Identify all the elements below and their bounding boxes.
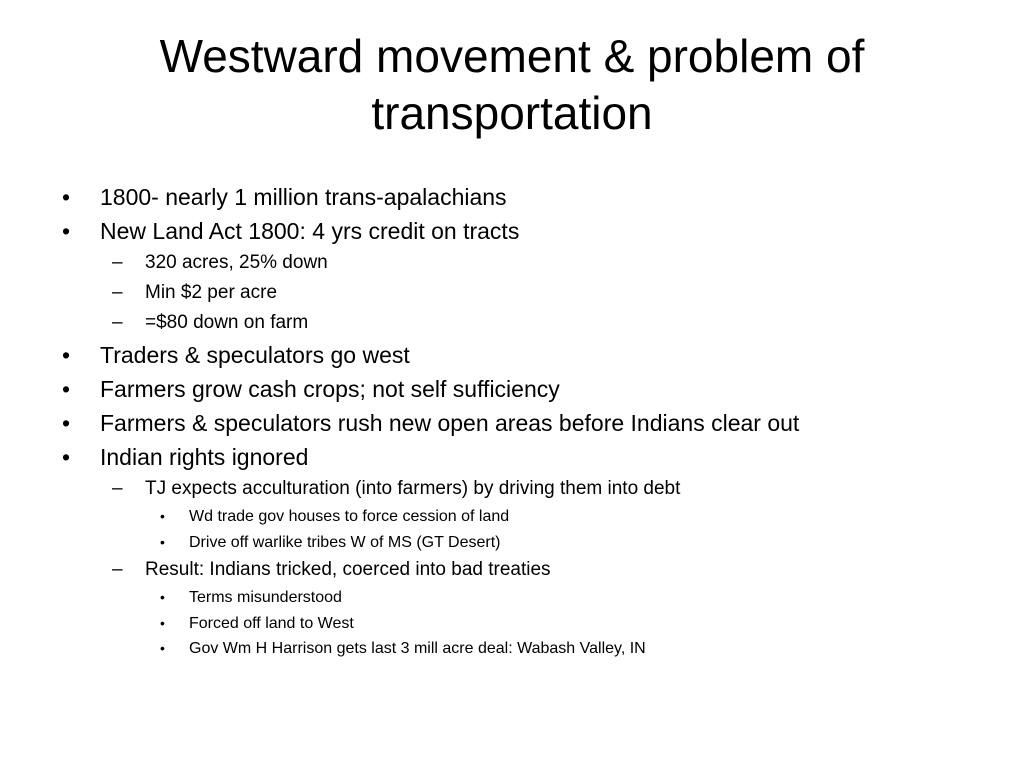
bullet-text: New Land Act 1800: 4 yrs credit on tracts bbox=[100, 218, 520, 244]
bullet-text: Indian rights ignored bbox=[100, 444, 309, 470]
dash-icon: – bbox=[112, 282, 123, 303]
sub-sub-bullet-item bbox=[62, 636, 962, 662]
sub-bullet-text: Min $2 per acre bbox=[145, 282, 278, 303]
sub-bullet-item bbox=[62, 555, 962, 585]
bullet-item bbox=[62, 214, 962, 248]
bullet-text: Farmers grow cash crops; not self sufficiency bbox=[100, 376, 560, 402]
bullet-text: Traders & speculators go west bbox=[100, 342, 410, 368]
sub-sub-bullet-item bbox=[62, 585, 962, 611]
sub-sub-bullet-text: Gov Wm H Harrison gets last 3 mill acre deal: Wabash Valley, IN bbox=[189, 640, 646, 657]
bullet-item bbox=[62, 372, 962, 406]
small-bullet-dot-icon: • bbox=[160, 508, 165, 524]
small-bullet-dot-icon: • bbox=[160, 640, 165, 656]
bullet-dot-icon: • bbox=[62, 444, 71, 470]
sub-sub-bullet-text: Forced off land to West bbox=[189, 614, 354, 632]
dash-icon: – bbox=[112, 559, 123, 580]
bullet-dot-icon: • bbox=[62, 376, 71, 402]
sub-bullet-text: 320 acres, 25% down bbox=[145, 252, 328, 273]
small-bullet-dot-icon: • bbox=[160, 533, 165, 550]
dash-icon: – bbox=[112, 312, 123, 333]
bullet-dot-icon: • bbox=[62, 218, 71, 244]
bullet-dot-icon: • bbox=[62, 184, 71, 210]
slide-title: Westward movement & problem of transportation bbox=[159, 30, 865, 139]
sub-sub-bullet-item bbox=[62, 504, 962, 530]
sub-bullet-item bbox=[62, 474, 962, 504]
sub-sub-bullet-text: Terms misunderstood bbox=[189, 589, 342, 606]
small-bullet-dot-icon: • bbox=[160, 589, 165, 605]
bullet-item bbox=[62, 406, 962, 440]
dash-icon: – bbox=[112, 478, 123, 499]
sub-sub-bullet-text: Wd trade gov houses to force cession of land bbox=[189, 508, 510, 525]
bullet-item bbox=[62, 180, 962, 214]
sub-bullet-text: Result: Indians tricked, coerced into bad treaties bbox=[145, 559, 551, 580]
bullet-dot-icon: • bbox=[62, 410, 71, 436]
dash-icon: – bbox=[112, 252, 123, 273]
bullet-item bbox=[62, 440, 962, 474]
bullet-item bbox=[62, 338, 962, 372]
bullet-text: Farmers & speculators rush new open areas before Indians clear out bbox=[100, 410, 800, 436]
bullet-dot-icon: • bbox=[62, 342, 71, 368]
sub-sub-bullet-text: Drive off warlike tribes W of MS (GT Desert) bbox=[189, 533, 501, 551]
bullet-text: 1800- nearly 1 million trans-apalachians bbox=[100, 184, 507, 210]
sub-sub-bullet-item bbox=[62, 530, 962, 556]
sub-bullet-item bbox=[62, 308, 962, 338]
sub-bullet-item bbox=[62, 278, 962, 308]
sub-sub-bullet-item bbox=[62, 611, 962, 637]
small-bullet-dot-icon: • bbox=[160, 614, 165, 631]
sub-bullet-text: TJ expects acculturation (into farmers) by driving them into debt bbox=[145, 478, 681, 499]
sub-bullet-item bbox=[62, 248, 962, 278]
bullet-list bbox=[62, 180, 962, 662]
sub-bullet-text: =$80 down on farm bbox=[145, 312, 309, 333]
